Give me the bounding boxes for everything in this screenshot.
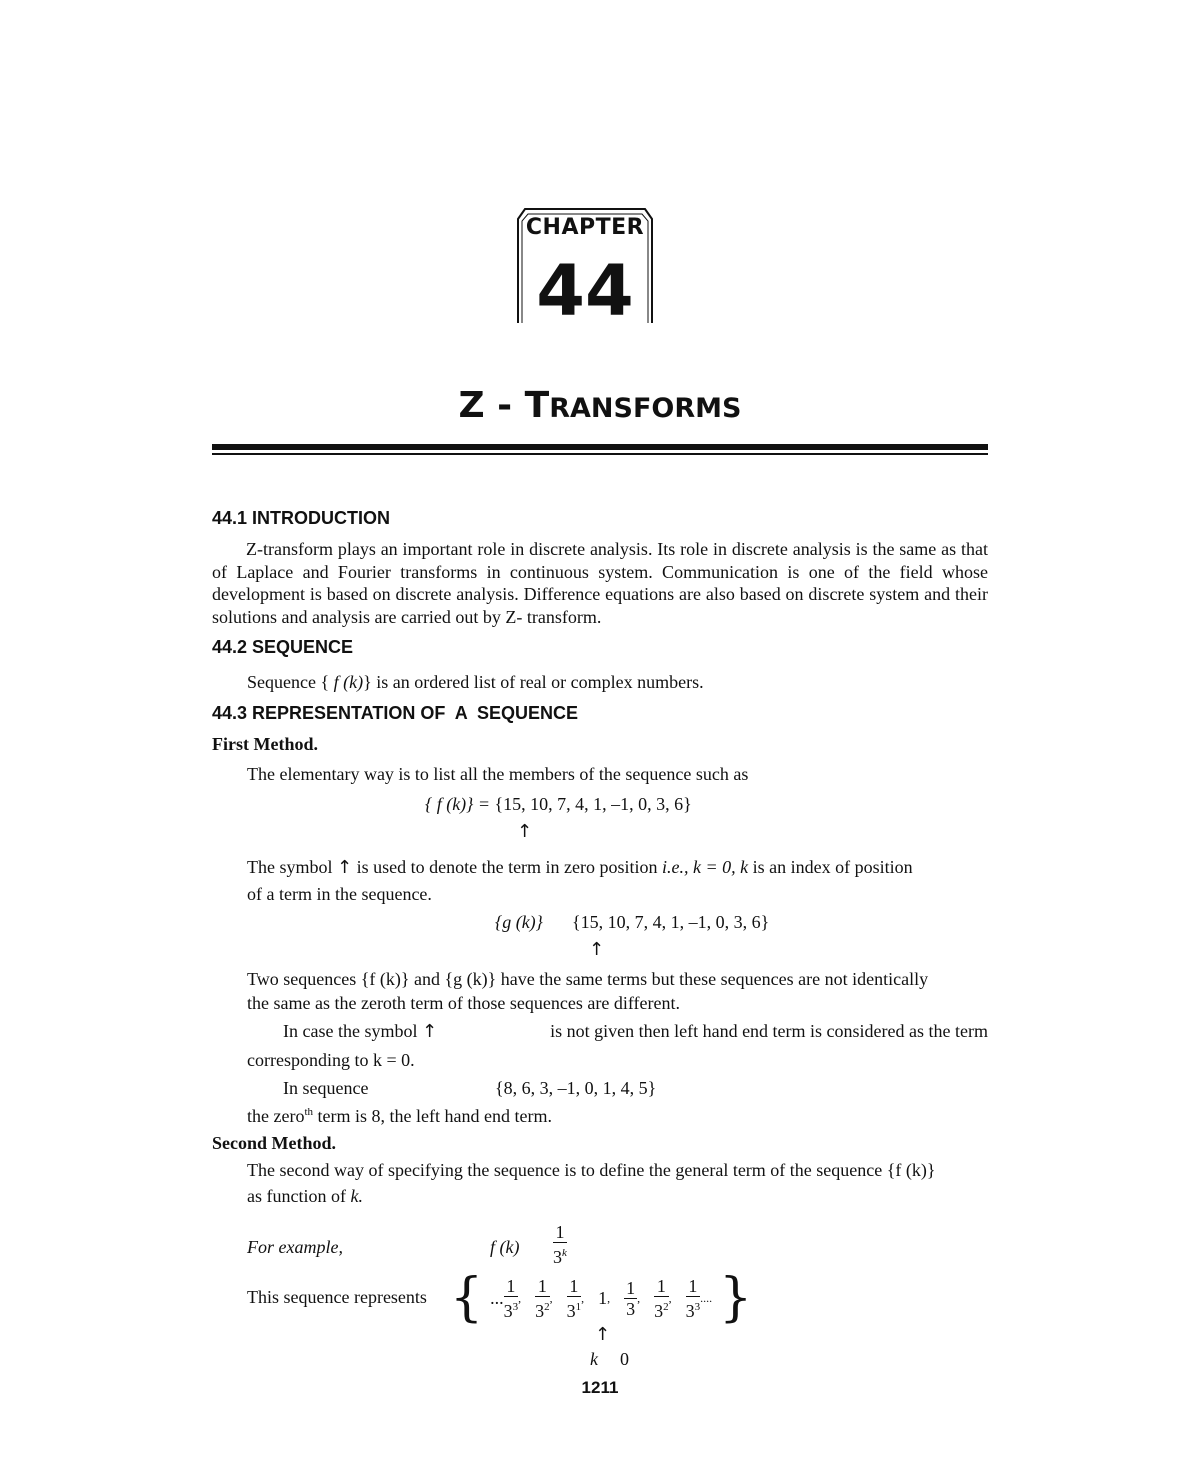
chapter-label: CHAPTER: [525, 215, 645, 240]
intro-paragraph: Z-transform plays an important role in discrete analysis. Its role in discrete analysis is the same as that of Laplace and Fourier transforms in continuous system. Communication is one of the field whose development is based on discrete analysis. Difference equations are also based on discrete system and their solutions and analysis are carried out by Z- transform.: [212, 539, 988, 627]
series-term: [654, 1276, 672, 1321]
represents-label: This sequence represents: [247, 1287, 427, 1307]
example-fraction: [553, 1222, 567, 1267]
sequence-definition: [247, 672, 704, 693]
right-brace: }: [719, 1268, 753, 1328]
series-comma: ,: [607, 1290, 611, 1305]
k-value: 0: [620, 1349, 629, 1369]
symbol-explanation-line2: of a term in the sequence.: [247, 884, 432, 904]
page-number: 1211: [581, 1378, 619, 1397]
series-comma: ,: [518, 1290, 522, 1305]
series-fraction-num: 1: [567, 1276, 582, 1297]
series-comma: ,: [581, 1290, 585, 1305]
equation-g-rhs: {15, 10, 7, 4, 1, –1, 0, 3, 6}: [572, 912, 770, 932]
case-arrow-icon: ↑: [421, 1021, 438, 1042]
two-sequences-line2: the same as the zeroth term of those sequences are different.: [247, 993, 680, 1013]
series-fraction-num: 1: [686, 1276, 701, 1297]
chapter-title-rest: RANSFORMS: [549, 393, 742, 424]
equation-g-lhs: {g (k)}: [495, 912, 543, 932]
series-fraction: [654, 1276, 669, 1321]
up-arrow-icon: ↑: [337, 857, 353, 878]
series-fraction: [535, 1276, 550, 1321]
series-fraction: [686, 1276, 701, 1321]
equation-f-sequence: [425, 794, 692, 815]
series-term: [490, 1276, 521, 1321]
example-lhs: f (k): [490, 1237, 520, 1257]
series-ellipsis: ....: [700, 1290, 713, 1305]
heading-sequence: 44.2 SEQUENCE: [212, 637, 354, 657]
chapter-badge: [517, 205, 653, 332]
k-zero-arrow-icon: ↑: [595, 1324, 611, 1345]
series-term: [686, 1276, 713, 1321]
first-method-title: First Method.: [212, 734, 318, 754]
series-term: [624, 1278, 640, 1319]
example-frac-den-exp: k: [562, 1247, 567, 1259]
zero-position-arrow-icon: ↑: [517, 821, 533, 842]
symbol-text-k: k = 0, k: [688, 857, 749, 877]
title-rule-thick: [212, 444, 988, 450]
sequence-def-var: f (k): [333, 672, 364, 692]
series-ellipsis: ...: [490, 1287, 504, 1308]
series-fraction-den: $3^2$: [654, 1300, 669, 1321]
second-method-line1: The second way of specifying the sequence is to define the general term of the sequence {f (k)}: [247, 1160, 936, 1180]
example-frac-den-base: 3: [553, 1247, 562, 1267]
zero-term-b: term is 8, the left hand end term.: [313, 1106, 552, 1126]
series-fraction-den: $3^3$: [503, 1300, 519, 1321]
case-text-b: is not given then left hand end term is considered as the term: [550, 1021, 988, 1041]
in-sequence-label: In sequence: [283, 1078, 369, 1098]
case-text-a: In case the symbol: [283, 1021, 422, 1041]
chapter-number: 44: [536, 250, 634, 332]
zero-term-line: [247, 1106, 552, 1127]
zero-term-a: the zero: [247, 1106, 305, 1126]
second-method-line2: [247, 1186, 363, 1207]
series-fraction: [566, 1275, 585, 1321]
example-frac-num: 1: [553, 1222, 567, 1243]
series-terms: [483, 1276, 719, 1321]
equation-f-rhs: {15, 10, 7, 4, 1, –1, 0, 3, 6}: [494, 794, 692, 814]
series-fraction: [624, 1278, 637, 1319]
symbol-text-c: is an index of position: [748, 857, 913, 877]
equation-f-lhs: { f (k)} =: [425, 794, 495, 814]
sequence-def-pre: Sequence {: [247, 672, 334, 692]
case-line1: [283, 1021, 988, 1042]
series-fraction: [503, 1275, 522, 1321]
example-frac: [553, 1222, 567, 1267]
second-method-title: Second Method.: [212, 1133, 337, 1153]
symbol-text-b: is used to denote the term in zero position: [352, 857, 663, 877]
series-term-plain: 1: [598, 1287, 608, 1308]
zero-term-sup: th: [304, 1106, 314, 1118]
sequence-def-post: } is an ordered list of real or complex numbers.: [363, 672, 704, 692]
series-comma: ,: [637, 1290, 641, 1305]
case-line2: corresponding to k = 0.: [247, 1050, 415, 1070]
series-fraction-den: 3: [626, 1298, 636, 1319]
two-sequences-line1: Two sequences {f (k)} and {g (k)} have the same terms but these sequences are not identically: [247, 969, 929, 989]
heading-introduction: 44.1 INTRODUCTION: [212, 508, 391, 528]
series-comma: ,: [668, 1290, 672, 1305]
series-term: [567, 1276, 585, 1321]
heading-representation: 44.3 REPRESENTATION OF A SEQUENCE: [212, 703, 579, 723]
chapter-title-first: Z - T: [458, 385, 550, 426]
left-brace: {: [450, 1268, 484, 1328]
series-fraction-den: $3^1$: [566, 1300, 582, 1321]
in-sequence-value: {8, 6, 3, –1, 0, 1, 4, 5}: [495, 1078, 657, 1098]
series-term: [598, 1288, 610, 1309]
zero-position-arrow-icon-g: ↑: [589, 939, 605, 960]
series-fraction-den: $3^2$: [535, 1300, 550, 1321]
series-comma: ,: [549, 1290, 553, 1305]
series-expansion: [450, 1268, 752, 1328]
series-fraction-num: 1: [626, 1277, 636, 1298]
example-label: For example,: [247, 1237, 343, 1257]
series-term: [535, 1276, 553, 1321]
series-fraction-num: 1: [535, 1276, 550, 1297]
series-fraction-den: $3^3$: [685, 1300, 701, 1321]
chapter-title: [0, 385, 1200, 426]
title-rule-thin: [212, 453, 988, 455]
series-fraction-num: 1: [654, 1276, 669, 1297]
symbol-explanation: [247, 857, 988, 878]
k-label: k: [590, 1349, 598, 1369]
symbol-text-a: The symbol: [247, 857, 337, 877]
series-fraction-num: 1: [504, 1276, 519, 1297]
first-method-intro: The elementary way is to list all the members of the sequence such as: [247, 764, 749, 784]
example-frac-den: [553, 1243, 567, 1267]
symbol-text-ie: i.e.,: [662, 857, 689, 877]
second-method-line2-k: k.: [350, 1186, 363, 1206]
second-method-line2-a: as function of: [247, 1186, 351, 1206]
